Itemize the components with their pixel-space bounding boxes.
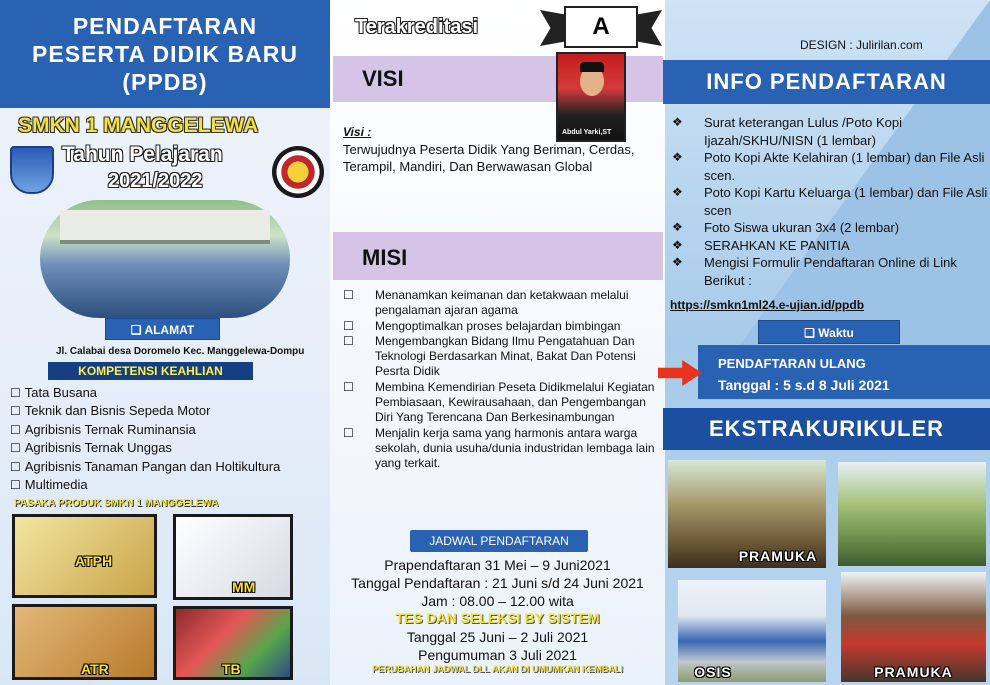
list-item: ❖ Mengisi Formulir Pendaftaran Online di Link Berikut :: [672, 254, 988, 289]
product-atph-image: [12, 514, 157, 598]
design-credit: DESIGN : Julirilan.com: [800, 38, 923, 52]
misi-heading: MISI: [362, 245, 408, 270]
waktu-button-label: Waktu: [818, 326, 854, 340]
kompetensi-title: KOMPETENSI KEAHLIAN: [48, 362, 253, 380]
ppdb-title-line-3: (PPDB): [122, 69, 208, 95]
alamat-button: ❑ ALAMAT: [105, 318, 220, 340]
list-item: ❖ SERAHKAN KE PANITIA: [672, 237, 988, 255]
list-item: ☐ Agribisnis Ternak Ruminansia: [10, 421, 280, 439]
list-item: ☐ Membina Kemendirian Peseta Didikmelalui Kegiatan Pembiasaan, Kewirausahaan, dan Pengembangan Diri Yang Terencana Dan Berkesinambungan: [343, 380, 658, 426]
list-item: ☐ Multimedia: [10, 476, 280, 494]
list-item: ☐ Menanamkan keimanan dan ketakwaan melalui pengalaman ajaran agama: [343, 288, 658, 319]
students-group-photo: [40, 200, 290, 318]
product-label: MM: [232, 579, 256, 595]
jadwal-button: JADWAL PENDAFTARAN: [410, 530, 588, 552]
portrait-name: Abdul Yarki,ST: [562, 129, 612, 136]
jadwal-tanggal-pendaftaran: Tanggal Pendaftaran : 21 Juni s/d 24 Juni 2021: [351, 575, 644, 591]
akreditasi-grade: A: [564, 6, 638, 48]
jadwal-jam: Jam : 08.00 – 12.00 wita: [421, 593, 574, 609]
visi-label: Visi :: [343, 125, 372, 139]
school-name: SMKN 1 MANGGELEWA: [18, 114, 259, 137]
ekstra-photo-pramuka-3: [841, 572, 986, 682]
misi-list: [343, 288, 658, 472]
product-atr-image: [12, 604, 157, 680]
list-item: ☐ Menjalin kerja sama yang harmonis antara warga sekolah, dunia usuha/dunia industridan lembaga lain yang terkait.: [343, 426, 658, 472]
ppdb-title-box: [0, 0, 330, 108]
ekstrakurikuler-heading: EKSTRAKURIKULER: [663, 408, 990, 450]
jadwal-tes: TES DAN SELEKSI BY SISTEM: [395, 610, 600, 626]
info-list: [672, 114, 988, 289]
pendaftaran-ulang-title: PENDAFTARAN ULANG: [718, 356, 866, 371]
product-label: TB: [222, 661, 241, 677]
visi-heading: VISI: [362, 66, 404, 91]
photo-label: PRAMUKA: [874, 664, 953, 680]
tahun-pelajaran-value: 2021/2022: [108, 170, 203, 192]
jadwal-prapendaftaran: Prapendaftaran 31 Mei – 9 Juni2021: [384, 557, 611, 573]
list-item: ☐ Tata Busana: [10, 384, 280, 402]
ekstra-photo-osis: [678, 580, 826, 682]
jadwal-tanggal-tes: Tanggal 25 Juni – 2 Juli 2021: [406, 629, 589, 645]
info-heading: INFO PENDAFTARAN: [663, 60, 990, 104]
pendaftaran-ulang-date: Tanggal : 5 s.d 8 Juli 2021: [718, 377, 890, 393]
list-item: ❖ Surat keterangan Lulus /Poto Kopi Ijazah/SKHU/NISN (1 lembar): [672, 114, 988, 149]
list-item: ❖ Poto Kopi Kartu Keluarga (1 lembar) dan File Asli scen: [672, 184, 988, 219]
regency-logo-icon: [10, 146, 54, 194]
list-item: ☐ Mengembangkan Bidang Ilmu Pengatahuan Dan Teknologi Berdasarkan Minat, Bakat Dan Potensi Pesrta Didik: [343, 334, 658, 380]
product-tb-image: [173, 606, 293, 680]
waktu-button: ❑ Waktu: [758, 320, 900, 344]
product-label: ATPH: [75, 553, 113, 569]
list-item: ☐ Agribisnis Ternak Unggas: [10, 439, 280, 457]
ppdb-title-line-1: PENDAFTARAN: [72, 13, 258, 39]
jadwal-pengumuman: Pengumuman 3 Juli 2021: [418, 647, 577, 663]
product-mm-image: [173, 514, 293, 600]
visi-text: Terwujudnya Peserta Didik Yang Beriman, Cerdas, Terampil, Mandiri, Dan Berwawasan Global: [343, 142, 635, 174]
terakreditasi-label: Terakreditasi: [355, 16, 479, 38]
product-label: ATR: [81, 661, 109, 677]
list-item: ❖ Foto Siswa ukuran 3x4 (2 lembar): [672, 219, 988, 237]
ekstra-photo-pramuka-2: [738, 462, 986, 566]
list-item: ☐ Mengoptimalkan proses belajardan bimbingan: [343, 319, 658, 334]
ppdb-title-line-2: PESERTA DIDIK BARU: [32, 41, 298, 67]
produk-title: PASAKA PRODUK SMKN 1 MANGGELEWA: [14, 498, 219, 509]
photo-label: PRAMUKA: [738, 548, 818, 564]
photo-label: OSIS: [694, 664, 732, 680]
list-item: ❖ Poto Kopi Akte Kelahiran (1 lembar) dan File Asli scen.: [672, 149, 988, 184]
jadwal-note: PERUBAHAN JADWAL DLL AKAN DI UMUMKAN KEMBALI: [372, 664, 623, 674]
kompetensi-list: [10, 384, 280, 494]
alamat-button-label: ALAMAT: [144, 323, 195, 337]
list-item: ☐ Teknik dan Bisnis Sepeda Motor: [10, 402, 280, 420]
list-item: ☐ Agribisnis Tanaman Pangan dan Holtikultura: [10, 458, 280, 476]
school-logo-icon: [272, 146, 324, 198]
alamat-text: Jl. Calabai desa Doromelo Kec. Manggelewa-Dompu: [56, 346, 305, 357]
tahun-pelajaran-label: Tahun Pelajaran: [62, 143, 223, 166]
registration-link[interactable]: https://smkn1ml24.e-ujian.id/ppdb: [670, 298, 865, 312]
